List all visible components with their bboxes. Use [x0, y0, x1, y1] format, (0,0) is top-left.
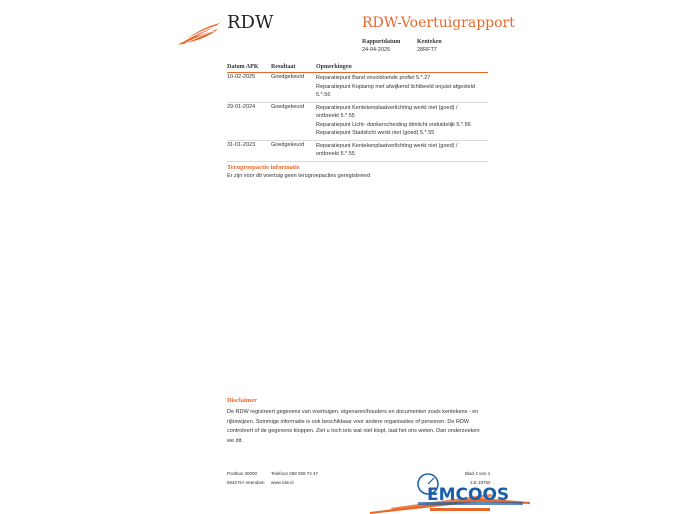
brand-name: RDW — [227, 12, 274, 33]
apk-remarks — [316, 74, 488, 100]
footer-document-code: 3.E.18750 — [470, 480, 491, 485]
disclaimer-line: rijbewijzen. Sommige informatie is ook beschikbaar voor andere organisaties of personen. De RDW — [227, 418, 470, 425]
apk-remarks — [316, 104, 488, 138]
remark-line: Reparatiepunt Band onvoldoende profiel 5.*.27 — [316, 75, 431, 81]
table-row — [227, 141, 488, 162]
recall-text: Er zijn voor dit voertuig geen terugroepacties geregistreerd — [227, 173, 371, 179]
report-date-value: 24-04-2025 — [362, 47, 391, 53]
footer-page-number: Blad 4 van 4 — [465, 471, 491, 476]
remark-line: ontbreekt 5.*.55 — [316, 151, 355, 157]
remark-line: 5.*.56 — [316, 92, 331, 98]
emcoos-watermark — [370, 472, 530, 514]
plate-label: Kenteken — [417, 39, 442, 45]
disclaimer-line: De RDW registreert gegevens van voertuigen, eigenaren/houders en documenten zoals kentekens - en — [227, 409, 479, 415]
apk-date: 29-01-2024 — [227, 103, 256, 110]
disclaimer-title: Disclaimer — [227, 397, 257, 404]
footer-website[interactable]: www.rdw.nl — [271, 480, 294, 485]
column-header-date: Datum APK — [227, 64, 259, 70]
remark-line: Reparatiepunt Koplamp met afwijkend lichtbeeld onjuist afgesteld — [316, 83, 475, 90]
table-row — [227, 73, 488, 103]
apk-table — [227, 63, 488, 162]
apk-date: 31-01-2023 — [227, 141, 256, 148]
apk-result: Goedgekeurd — [271, 74, 305, 80]
apk-result: Goedgekeurd — [271, 103, 305, 110]
rdw-logo-icon — [176, 20, 222, 46]
remark-line: Reparatiepunt Licht- donkerscheiding dimlicht onduidelijk 5.*.56 — [316, 121, 471, 128]
disclaimer-line: controleert of de gegevens kloppen. Ziet u toch iets wat niet klopt, laat het ons weten. Dan onderzoeken — [227, 428, 480, 434]
remark-line: ontbreekt 5.*.55 — [316, 113, 355, 119]
footer-postbus: Postbus 30000 — [227, 471, 258, 476]
table-header — [227, 63, 488, 73]
column-header-result: Resultaat — [271, 64, 296, 70]
recall-title: Terugroepactie informatie — [227, 164, 300, 171]
footer-city: 9640 RA Veendam — [227, 480, 265, 485]
page-title: RDW-Voertuigrapport — [362, 15, 515, 31]
disclaimer-text — [227, 408, 492, 446]
table-row — [227, 103, 488, 141]
remark-line: Reparatiepunt Kentekenplaatverlichting werkt niet (goed) / — [316, 142, 458, 149]
remark-line: Reparatiepunt Kentekenplaatverlichting werkt niet (goed) / — [316, 104, 458, 111]
plate-value: 28RFT7 — [417, 47, 437, 53]
remark-line: Reparatiepunt Stadslicht werkt niet (goed) 5.*.55 — [316, 130, 435, 136]
apk-result: Goedgekeurd — [271, 141, 305, 148]
footer-phone: Telefoon 088 008 74 47 — [271, 471, 319, 476]
apk-remarks — [316, 142, 488, 159]
report-date-label: Rapportdatum — [362, 39, 401, 45]
column-header-remarks: Opmerkingen — [316, 64, 352, 70]
apk-date: 10-02-2025 — [227, 74, 256, 80]
disclaimer-line: we dit. — [227, 437, 243, 444]
emcoos-logo-text: EMCOOS — [427, 485, 510, 505]
